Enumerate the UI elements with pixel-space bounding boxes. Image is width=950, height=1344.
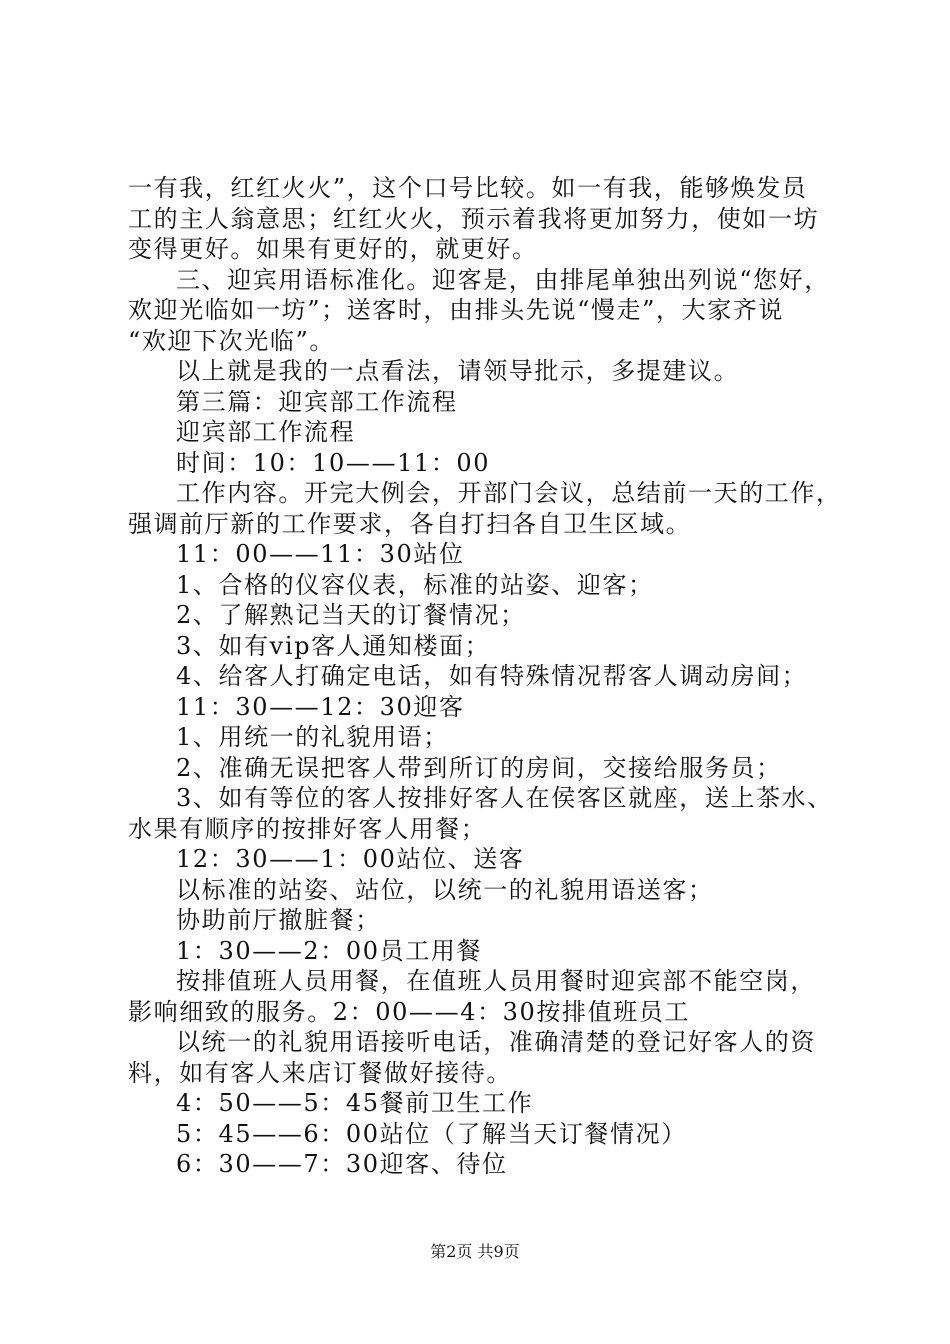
text-line: 6：30——7：30迎客、待位 xyxy=(176,1150,508,1178)
text-line: 按排值班人员用餐，在值班人员用餐时迎宾部不能空岗， xyxy=(176,967,816,995)
page-footer: 第2页 共9页 xyxy=(430,1242,520,1261)
text-line: 强调前厅新的工作要求，各自打扫各自卫生区域。 xyxy=(128,509,692,538)
text-line: “欢迎下次光临”。 xyxy=(128,326,335,355)
text-line: 3、如有等位的客人按排好客人在侯客区就座，送上茶水、 xyxy=(176,784,833,812)
text-line: 一有我，红红火火”，这个口号比较。如一有我，能够焕发员 xyxy=(128,174,808,202)
text-line: 三、迎宾用语标准化。迎客是，由排尾单独出列说“您好， xyxy=(176,265,830,294)
text-line: 迎宾部工作流程 xyxy=(176,418,356,446)
text-line: 第三篇：迎宾部工作流程 xyxy=(176,387,458,416)
text-line: 水果有顺序的按排好客人用餐； xyxy=(128,814,487,843)
text-line: 11：00——11：30站位 xyxy=(176,540,465,568)
document-body xyxy=(128,173,842,1180)
text-line: 工作内容。开完大例会，开部门会议，总结前一天的工作， xyxy=(176,479,842,507)
text-line: 1：30——2：00员工用餐 xyxy=(176,936,483,965)
text-line: 2、准确无误把客人带到所订的房间，交接给服务员； xyxy=(176,753,782,782)
text-line: 欢迎光临如一坊”；送客时，由排头先说“慢走”，大家齐说 xyxy=(128,296,785,324)
text-line: 2、了解熟记当天的订餐情况； xyxy=(176,601,526,629)
text-line: 变得更好。如果有更好的，就更好。 xyxy=(128,235,538,263)
text-line: 3、如有vip客人通知楼面； xyxy=(176,631,491,660)
text-line: 4：50——5：45餐前卫生工作 xyxy=(176,1089,534,1117)
text-line: 工的主人翁意思；红红火火，预示着我将更加努力，使如一坊 xyxy=(128,204,820,233)
text-line: 11：30——12：30迎客 xyxy=(176,692,465,721)
text-line: 1、用统一的礼貌用语； xyxy=(176,723,449,751)
text-line: 以统一的礼貌用语接听电话，准确清楚的登记好客人的资 xyxy=(176,1028,816,1056)
text-line: 以上就是我的一点看法，请领导批示，多提建议。 xyxy=(176,357,740,385)
text-line: 影响细致的服务。2：00——4：30按排值班员工 xyxy=(128,997,691,1026)
text-line: 12：30——1：00站位、送客 xyxy=(176,845,525,873)
text-line: 5：45——6：00站位（了解当天订餐情况） xyxy=(176,1119,687,1148)
text-line: 1、合格的仪容仪表，标准的站姿、迎客； xyxy=(176,570,654,599)
text-line: 以标准的站姿、站位，以统一的礼貌用语送客； xyxy=(176,875,714,904)
text-line: 料，如有客人来店订餐做好接待。 xyxy=(128,1058,512,1087)
text-line: 时间：10：10——11：00 xyxy=(176,448,491,477)
text-line: 4、给客人打确定电话，如有特殊情况帮客人调动房间； xyxy=(176,662,808,690)
text-line: 协助前厅撤脏餐； xyxy=(176,906,381,934)
